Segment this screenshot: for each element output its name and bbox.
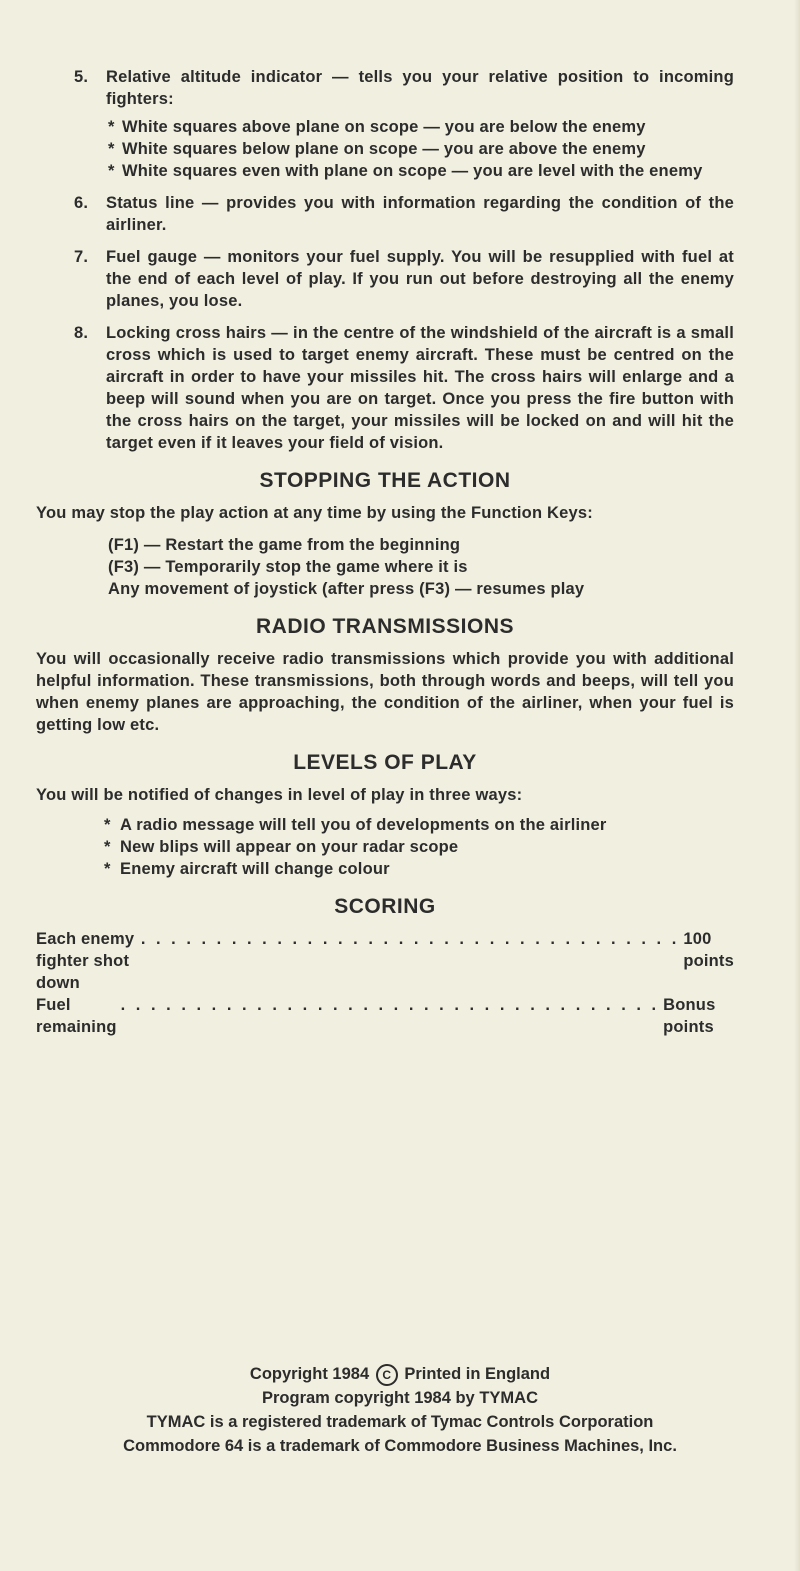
dot-leader: . . . . . . . . . . . . . . . . . . . . . . . . . . . . . . . . . . . . [140,930,680,948]
item-number: 7. [74,248,89,266]
function-key-f1: (F1) — Restart the game from the beginning [108,536,461,554]
asterisk-icon: * [104,816,111,834]
bullet-text: New blips will appear on your radar scope [120,838,459,856]
footer [0,1362,800,1458]
asterisk-icon: * [108,140,115,158]
function-key-f3: (F3) — Temporarily stop the game where it is [108,558,468,576]
bullet-text: White squares above plane on scope — you are below the enemy [122,118,646,136]
copyright-pre: Copyright 1984 [249,1365,370,1383]
item-number: 8. [74,324,89,342]
score-label: Fuel remaining [36,996,117,1036]
bullet-text: White squares below plane on scope — you are above the enemy [122,140,646,158]
asterisk-icon: * [108,162,115,180]
radio-heading: RADIO TRANSMISSIONS [255,615,514,638]
item-text: Fuel gauge — monitors your fuel supply. You will be resupplied with fuel at the end of each level of play. If you run out before destroying all the enemy planes, you lose. [106,248,734,310]
bullet-item [108,116,734,138]
stopping-heading: STOPPING THE ACTION [259,469,511,492]
bullet-item [104,814,734,836]
item-text: Status line — provides you with information regarding the condition of the airliner. [106,194,734,234]
program-copyright: Program copyright 1984 by TYMAC [262,1389,538,1407]
score-row [36,928,734,994]
page-edge-shadow [794,0,800,1571]
asterisk-icon: * [104,860,111,878]
asterisk-icon: * [104,838,111,856]
list-item-7 [36,246,734,312]
bullet-item [104,858,734,880]
stopping-intro: You may stop the play action at any time by using the Function Keys: [36,504,593,522]
score-value: 100 points [683,930,735,970]
trademark-commodore: Commodore 64 is a trademark of Commodore Business Machines, Inc. [123,1437,677,1455]
list-item-8 [36,322,734,454]
manual-content [36,66,734,1038]
copyright-line [0,1362,800,1386]
asterisk-icon: * [108,118,115,136]
list-item-5 [36,66,734,182]
copyright-post: Printed in England [404,1365,551,1383]
score-label: Each enemy fighter shot down [36,930,135,992]
radio-text: You will occasionally receive radio transmissions which provide you with additional helpful information. These transmissions, both through words and beeps, will tell you when enemy planes are approaching, the condition of the airliner, when your fuel is getting low etc. [36,650,734,734]
altitude-bullets [108,116,734,182]
score-value: Bonus points [663,996,716,1036]
item-text: Relative altitude indicator — tells you your relative position to incoming fighters: [106,68,734,108]
score-row [36,994,734,1038]
item-number: 5. [74,68,89,86]
bullet-item [104,836,734,858]
scoring-heading: SCORING [334,895,436,918]
bullet-item [108,138,734,160]
bullet-item [108,160,734,182]
bullet-text: White squares even with plane on scope — you are level with the enemy [122,162,703,180]
levels-heading: LEVELS OF PLAY [293,751,477,774]
dot-leader: . . . . . . . . . . . . . . . . . . . . . . . . . . . . . . . . . . . . [120,996,660,1014]
item-number: 6. [74,194,89,212]
joystick-resume: Any movement of joystick (after press (F3) — resumes play [108,580,585,598]
trademark-tymac: TYMAC is a registered trademark of Tymac Controls Corporation [146,1413,654,1431]
list-item-6 [36,192,734,236]
levels-intro: You will be notified of changes in level of play in three ways: [36,786,523,804]
item-text: Locking cross hairs — in the centre of the windshield of the aircraft is a small cross which is used to target enemy aircraft. These must be centred on the aircraft in order to have your missiles hit. The cross hairs will enlarge and a beep will sound when you are on target. Once you press the fire button with the cross hairs on the target, your missiles will be locked on and will hit the target even if it leaves your field of vision. [106,324,734,452]
levels-bullets [104,814,734,880]
copyright-icon: C [376,1364,398,1386]
bullet-text: A radio message will tell you of developments on the airliner [120,816,607,834]
bullet-text: Enemy aircraft will change colour [120,860,390,878]
function-keys-list [108,534,734,600]
